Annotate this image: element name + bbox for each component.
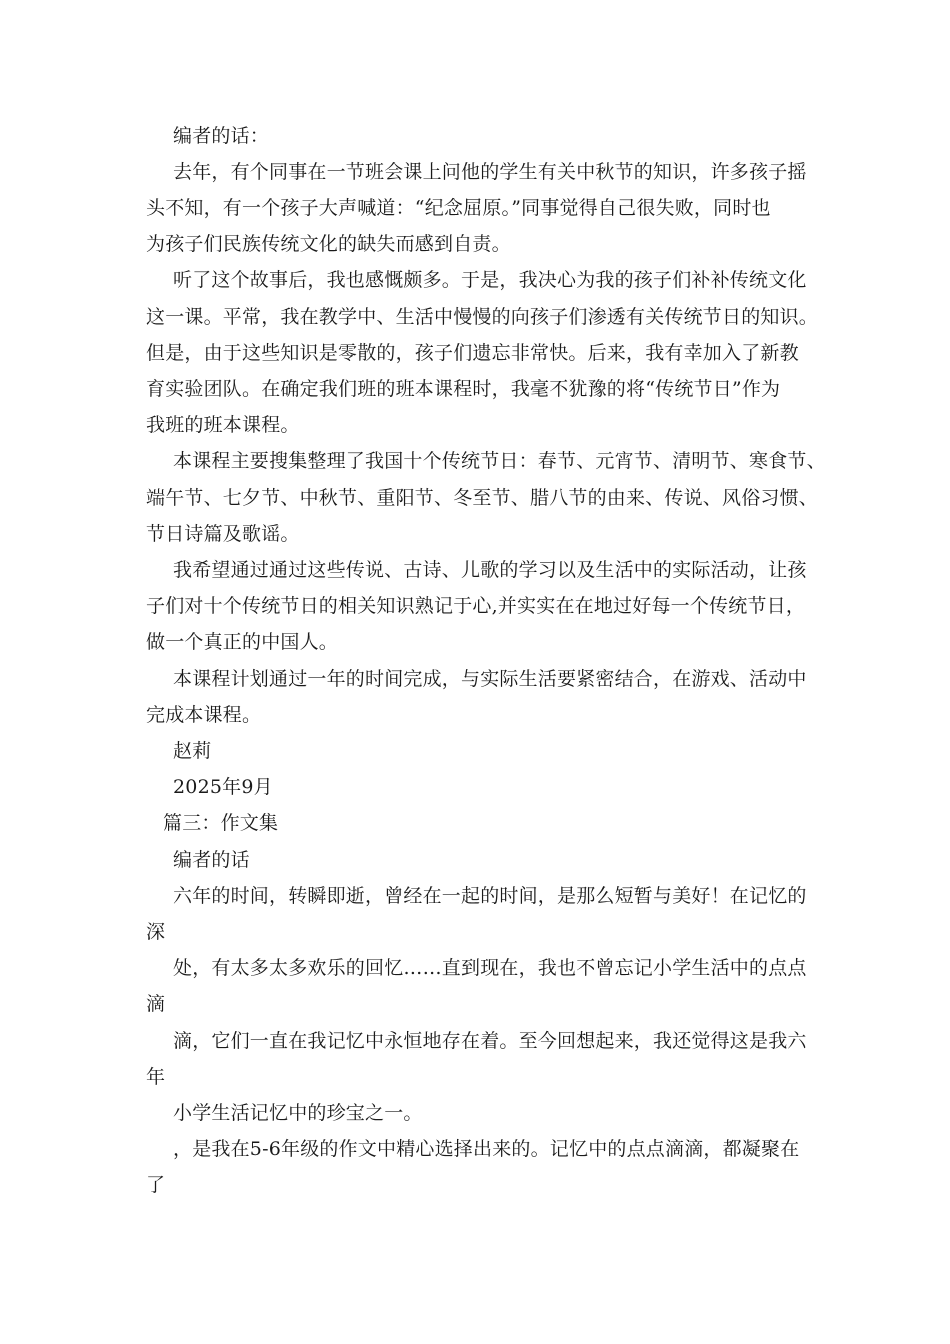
paragraph-line: 端午节、七夕节、中秋节、重阳节、冬至节、腊八节的由来、传说、风俗习惯、	[146, 487, 819, 509]
paragraph-line: 为孩子们民族传统文化的缺失而感到自责。	[146, 233, 511, 255]
paragraph-line: 滴，它们一直在我记忆中永恒地存在着。至今回想起来，我还觉得这是我六	[173, 1030, 807, 1052]
paragraph-line: 头不知，有一个孩子大声喊道：“纪念屈原。”同事觉得自己很失败，同时也	[146, 197, 771, 219]
paragraph-line: 年	[146, 1066, 166, 1088]
paragraph-line: 做一个真正的中国人。	[146, 631, 339, 653]
paragraph-line: 子们对十个传统节日的相关知识熟记于心,并实实在在地过好每一个传统节日，	[146, 595, 806, 617]
paragraph-line: 听了这个故事后，我也感慨颇多。于是，我决心为我的孩子们补补传统文化	[173, 269, 807, 291]
editor-note-heading: 编者的话：	[173, 125, 270, 147]
paragraph-line: 我希望通过通过这些传说、古诗、儿歌的学习以及生活中的实际活动，让孩	[173, 559, 807, 581]
paragraph-line: 滴	[146, 993, 166, 1015]
paragraph-line: 节日诗篇及歌谣。	[146, 523, 300, 545]
section-title: 篇三：作文集	[163, 812, 279, 834]
paragraph-line: 这一课。平常，我在教学中、生活中慢慢的向孩子们渗透有关传统节日的知识。	[146, 306, 819, 328]
paragraph-line: 小学生活记忆中的珍宝之一。	[173, 1102, 423, 1124]
paragraph-line: 本课程计划通过一年的时间完成，与实际生活要紧密结合，在游戏、活动中	[173, 668, 807, 690]
paragraph-line: 我班的班本课程。	[146, 414, 300, 436]
author-name: 赵莉	[173, 740, 212, 762]
date-line: 2025年9月	[173, 776, 273, 798]
paragraph-line: ，是我在5-6年级的作文中精心选择出来的。记忆中的点点滴滴，都凝聚在	[173, 1138, 800, 1160]
paragraph-line: 育实验团队。在确定我们班的班本课程时，我毫不犹豫的将“传统节日”作为	[146, 378, 781, 400]
paragraph-line: 处，有太多太多欢乐的回忆……直到现在，我也不曾忘记小学生活中的点点	[173, 957, 807, 979]
paragraph-line: 六年的时间，转瞬即逝，曾经在一起的时间，是那么短暂与美好！在记忆的	[173, 885, 807, 907]
paragraph-line: 但是，由于这些知识是零散的，孩子们遗忘非常快。后来，我有幸加入了新教	[146, 342, 799, 364]
paragraph-line: 去年，有个同事在一节班会课上问他的学生有关中秋节的知识，许多孩子摇	[173, 161, 807, 183]
paragraph-line: 深	[146, 921, 166, 943]
paragraph-line: 了	[146, 1174, 166, 1196]
editor-note-heading: 编者的话	[173, 849, 250, 871]
paragraph-line: 本课程主要搜集整理了我国十个传统节日：春节、元宵节、清明节、寒食节、	[173, 450, 826, 472]
paragraph-line: 完成本课程。	[146, 704, 262, 726]
